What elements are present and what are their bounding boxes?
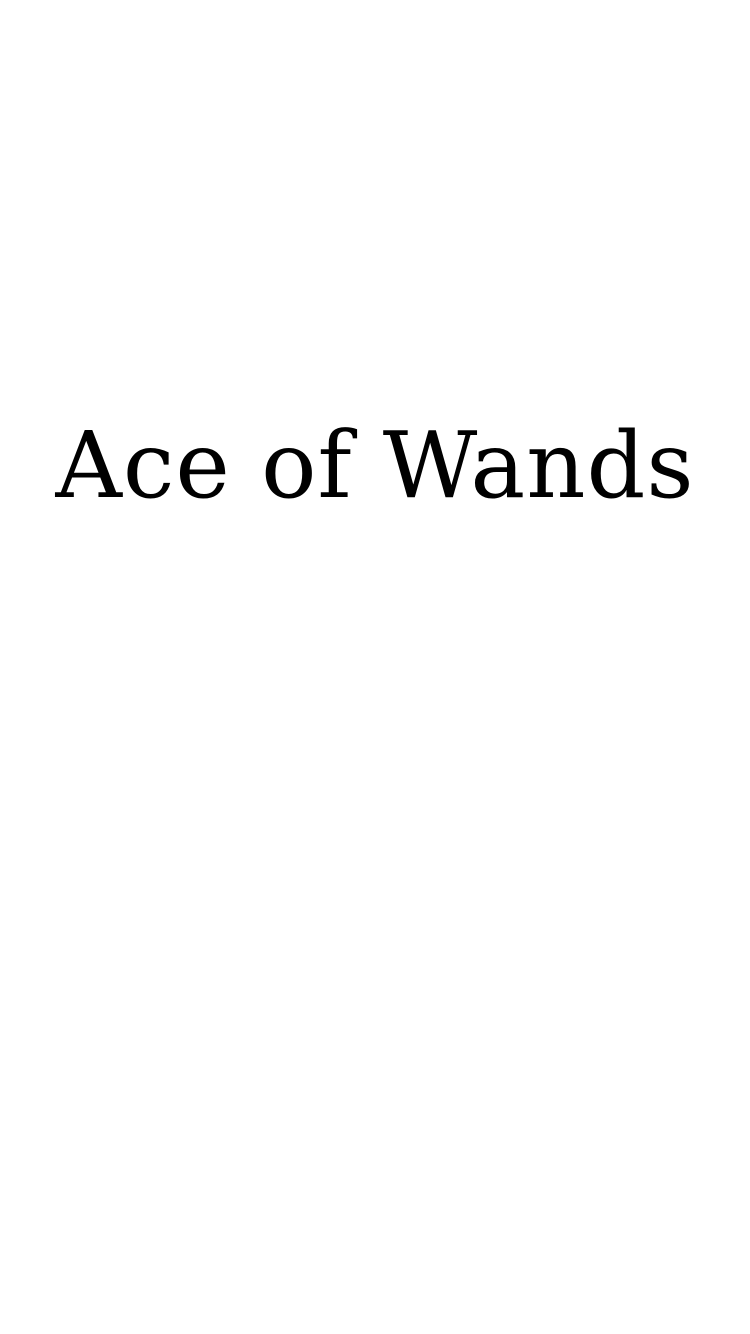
card-title: Ace of Wands	[55, 412, 695, 519]
